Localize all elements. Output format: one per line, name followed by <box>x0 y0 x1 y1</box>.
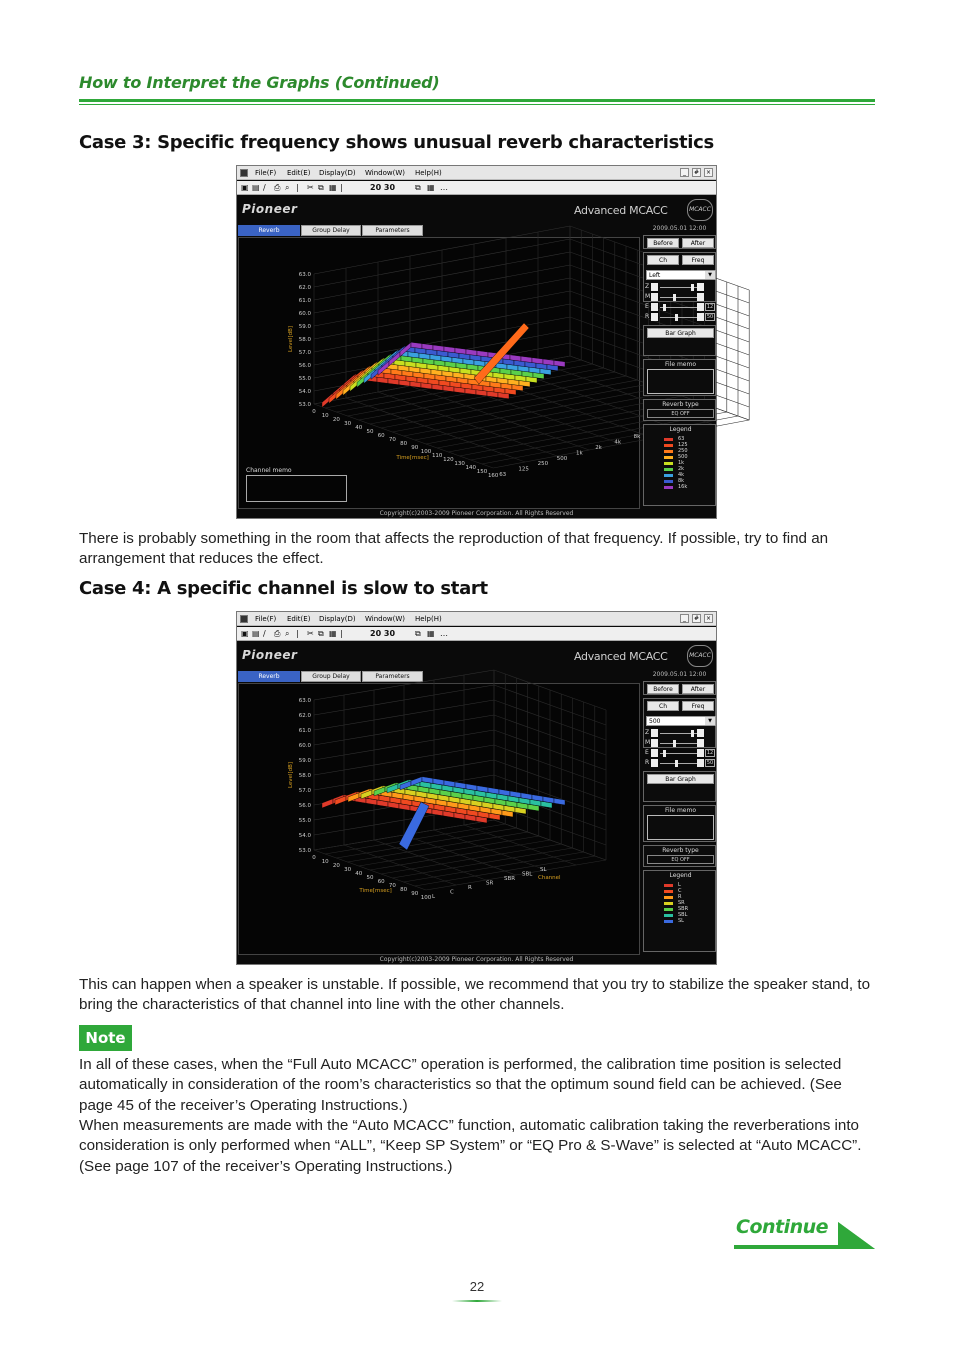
level-tick: 59.0 <box>298 758 311 764</box>
slider-thumb[interactable] <box>663 750 666 757</box>
time-tick: 30 <box>344 867 352 873</box>
channel-memo-field[interactable] <box>246 475 347 502</box>
time-tick: 0 <box>312 409 316 415</box>
plot-area <box>238 237 640 509</box>
maximize-icon[interactable]: # <box>693 169 700 176</box>
case4-heading: Case 4: A specific channel is slow to start <box>79 578 488 599</box>
legend-label: 16k <box>678 484 688 490</box>
chevron-down-icon: ▼ <box>705 717 715 725</box>
continue-marker <box>734 1214 875 1252</box>
toolbar-icon-9[interactable]: | <box>340 183 343 192</box>
brand-logo: Pioneer <box>242 202 298 216</box>
depth-tick: 250 <box>537 461 549 468</box>
level-tick: 56.0 <box>298 803 311 809</box>
time-tick: 130 <box>454 461 465 467</box>
toolbar-icon-7[interactable]: ⧉ <box>318 629 324 638</box>
slider-left-arrow-icon[interactable] <box>651 283 658 291</box>
toolbar-icon-window[interactable]: ⧉ <box>415 183 421 192</box>
before-button[interactable]: Before <box>647 684 679 694</box>
depth-tick: SBL <box>522 871 533 878</box>
slider-right-arrow-icon[interactable] <box>697 303 704 311</box>
grid-line <box>434 830 546 870</box>
slider-m[interactable] <box>645 739 715 748</box>
before-after-panel <box>643 681 716 695</box>
minimize-icon[interactable]: _ <box>680 614 689 623</box>
legend-label: SR <box>678 900 685 906</box>
slider-label: Z <box>645 729 650 736</box>
slider-track[interactable] <box>660 317 702 318</box>
note-paragraph-1: In all of these cases, when the “Full Auto MCACC” operation is performed, the calibration time position is selected automatically in consideration of the room’s characteristics so that the optimum sound field can be achieved. (See page 45 of the receiver’s Operating Instructions.) <box>79 1056 842 1114</box>
toolbar-icon-4[interactable]: ⌕ <box>285 183 290 192</box>
case3-body: There is probably something in the room that affects the reproduction of that frequency. If possible, try to find an arrangement that reduces the effect. <box>79 530 829 568</box>
time-tick: 110 <box>431 453 443 459</box>
slider-panel <box>643 281 716 323</box>
toolbar-icon-more[interactable]: … <box>440 183 448 192</box>
legend-panel <box>643 870 716 952</box>
time-tick: 50 <box>366 875 374 881</box>
menu-display[interactable]: Display(D) <box>319 169 356 177</box>
note-badge: Note <box>79 1025 132 1051</box>
toolbar-icon-9[interactable]: | <box>340 629 343 638</box>
depth-tick: 63 <box>499 472 507 478</box>
copyright: Copyright(c)2003-2009 Pioneer Corporation. All Rights Reserved <box>379 956 574 963</box>
legend-label: C <box>678 888 682 894</box>
legend-label: 125 <box>678 442 688 448</box>
slider-value: 12 <box>706 750 714 756</box>
brand-logo: Pioneer <box>242 648 298 662</box>
case4-body: This can happen when a speaker is unstable. If possible, we recommend that you try to stabilize the speaker stand, to bring the characteristics of that channel into line with the other channels. <box>79 976 871 1014</box>
tab-parameters[interactable]: Parameters <box>362 225 423 236</box>
level-axis-label: Level[dB] <box>288 761 294 789</box>
depth-tick: R <box>468 885 472 891</box>
legend-swatch <box>664 902 673 905</box>
menu-help[interactable]: Help(H) <box>415 169 442 177</box>
slider-left-arrow-icon[interactable] <box>651 293 658 301</box>
product-name: Advanced MCACC <box>574 204 668 217</box>
measurement-date: 2009.05.01 12:00 <box>652 671 707 678</box>
slider-e[interactable] <box>645 303 715 312</box>
time-tick: 30 <box>344 421 352 427</box>
legend-label: 250 <box>678 448 688 454</box>
legend-label: SBL <box>678 912 688 918</box>
grid-line <box>374 840 486 880</box>
slider-value: 12 <box>706 304 714 310</box>
tab-group-delay[interactable]: Group Delay <box>301 225 361 236</box>
toolbar-icon-7[interactable]: ⧉ <box>318 183 324 192</box>
slider-label: E <box>645 749 649 756</box>
app-icon <box>240 615 248 623</box>
time-tick: 50 <box>366 429 374 435</box>
toolbar-icon-8[interactable]: ▦ <box>329 629 337 638</box>
slider-value: 50 <box>706 314 714 320</box>
depth-tick: 4k <box>614 439 622 446</box>
reverb-3d-chart <box>239 238 639 508</box>
time-tick: 40 <box>355 425 363 431</box>
depth-tick: SR <box>486 880 494 887</box>
legend-panel <box>643 424 716 506</box>
depth-tick: SL <box>540 867 547 873</box>
slider-thumb[interactable] <box>675 314 678 321</box>
legend-label: 500 <box>678 454 688 460</box>
slider-track[interactable] <box>660 763 702 764</box>
menu-display[interactable]: Display(D) <box>319 615 356 623</box>
legend-swatch <box>664 462 673 465</box>
brand-bar <box>237 642 716 670</box>
chevron-down-icon: ▼ <box>705 271 715 279</box>
channel-select[interactable] <box>646 270 716 280</box>
slider-panel <box>643 727 716 769</box>
slider-label: E <box>645 303 649 310</box>
menu-edit[interactable]: Edit(E) <box>287 615 311 623</box>
ch-button[interactable]: Ch <box>647 701 679 711</box>
level-axis-label: Level[dB] <box>288 325 294 353</box>
time-axis-label: Time[msec] <box>359 888 392 894</box>
grid-line <box>404 835 516 875</box>
slider-e[interactable] <box>645 749 715 758</box>
slider-thumb[interactable] <box>691 730 694 737</box>
slider-left-arrow-icon[interactable] <box>651 729 658 737</box>
slider-left-arrow-icon[interactable] <box>651 303 658 311</box>
slider-track[interactable] <box>660 753 702 754</box>
time-tick: 20 <box>332 863 340 869</box>
toolbar-icon-4[interactable]: ⌕ <box>285 629 290 638</box>
before-button[interactable]: Before <box>647 238 679 248</box>
toolbar-icon-grid[interactable]: ▦ <box>427 183 435 192</box>
legend-label: 63 <box>678 436 685 442</box>
channel-memo-label: Channel memo <box>246 467 292 474</box>
file-memo-field[interactable] <box>647 815 714 840</box>
slider-label: R <box>645 313 650 320</box>
view-tabs <box>237 671 639 682</box>
page-number-rule <box>452 1300 502 1302</box>
slider-thumb[interactable] <box>673 740 676 747</box>
depth-tick: 125 <box>518 466 529 473</box>
depth-tick: 8k <box>633 434 641 441</box>
section-rule-thick <box>79 99 875 102</box>
time-tick: 40 <box>355 871 363 877</box>
toolbar-icon-grid[interactable]: ▦ <box>427 629 435 638</box>
time-tick: 120 <box>443 457 454 463</box>
legend-label: 4k <box>678 472 685 478</box>
level-tick: 58.0 <box>298 337 311 343</box>
level-tick: 63.0 <box>298 272 311 278</box>
toolbar-icon-1[interactable]: ▤ <box>252 183 260 192</box>
app-icon <box>240 169 248 177</box>
time-tick: 0 <box>312 855 316 861</box>
legend-swatch <box>664 480 673 483</box>
maximize-icon[interactable]: # <box>693 615 700 622</box>
time-tick: 100 <box>420 449 432 455</box>
level-tick: 54.0 <box>298 389 311 395</box>
level-tick: 53.0 <box>298 848 311 854</box>
legend-swatch <box>664 438 673 441</box>
toolbar-icon-0[interactable]: ▣ <box>241 183 249 192</box>
level-tick: 55.0 <box>298 818 311 824</box>
toolbar-icon-0[interactable]: ▣ <box>241 629 249 638</box>
legend-swatch <box>664 486 673 489</box>
legend-swatch <box>664 920 673 923</box>
slider-thumb[interactable] <box>675 760 678 767</box>
level-tick: 62.0 <box>298 285 311 291</box>
legend-label: SL <box>678 918 684 924</box>
channel-select-value: Left <box>649 272 661 279</box>
mcacc-badge: MCACC <box>687 645 713 667</box>
bar-graph-panel <box>643 771 716 802</box>
slider-value: 50 <box>706 760 714 766</box>
depth-tick: 1k <box>576 450 583 457</box>
legend-label: SBR <box>678 906 689 912</box>
time-tick: 60 <box>377 433 385 439</box>
reverb-type-value: EQ OFF <box>647 855 714 864</box>
toolbar-icon-6[interactable]: ✂ <box>307 183 314 192</box>
side-panel <box>643 670 716 954</box>
tab-reverb[interactable]: Reverb <box>238 671 300 682</box>
slider-thumb[interactable] <box>691 284 694 291</box>
slider-left-arrow-icon[interactable] <box>651 749 658 757</box>
time-tick: 70 <box>388 883 396 889</box>
slider-m[interactable] <box>645 293 715 302</box>
level-tick: 55.0 <box>298 376 311 382</box>
slider-label: Z <box>645 283 650 290</box>
toolbar-icon-8[interactable]: ▦ <box>329 183 337 192</box>
slider-right-arrow-icon[interactable] <box>697 749 704 757</box>
brand-bar <box>237 196 716 224</box>
slider-label: R <box>645 759 650 766</box>
file-memo-field[interactable] <box>647 369 714 394</box>
menu-bar <box>237 166 716 180</box>
legend-label: 2k <box>678 466 685 472</box>
bar-graph-button[interactable]: Bar Graph <box>647 328 714 338</box>
legend-title: Legend <box>669 872 692 879</box>
tab-parameters[interactable]: Parameters <box>362 671 423 682</box>
legend-swatch <box>664 896 673 899</box>
slider-track[interactable] <box>660 307 702 308</box>
freq-button[interactable]: Freq <box>682 255 714 265</box>
tab-group-delay[interactable]: Group Delay <box>301 671 361 682</box>
close-icon[interactable]: × <box>705 169 712 176</box>
page-number: 22 <box>469 1279 485 1294</box>
level-tick: 62.0 <box>298 713 311 719</box>
reverb-trace-segment <box>322 799 333 808</box>
legend-swatch <box>664 884 673 887</box>
level-tick: 56.0 <box>298 363 311 369</box>
time-axis-label: Time[msec] <box>396 455 429 462</box>
legend-swatch <box>664 468 673 471</box>
time-tick: 70 <box>388 437 396 443</box>
toolbar-icon-3[interactable]: ⎙ <box>274 629 281 638</box>
reverb-type-value: EQ OFF <box>647 409 714 418</box>
toolbar-icon-2[interactable]: ∕ <box>263 629 266 638</box>
legend-label: R <box>678 894 682 900</box>
toolbar-icon-2[interactable]: ∕ <box>263 183 266 192</box>
slider-label: M <box>645 739 651 746</box>
slider-r[interactable] <box>645 759 715 768</box>
time-tick: 140 <box>465 465 477 471</box>
time-tick: 80 <box>400 441 408 447</box>
menu-window[interactable]: Window(W) <box>365 169 405 177</box>
level-tick: 59.0 <box>298 324 311 330</box>
section-header <box>79 73 875 92</box>
legend-title: Legend <box>669 426 692 433</box>
slider-right-arrow-icon[interactable] <box>697 739 704 747</box>
toolbar-icon-6[interactable]: ✂ <box>307 629 314 638</box>
toolbar-icon-window[interactable]: ⧉ <box>415 629 421 638</box>
reverb-trace-segment <box>554 798 565 805</box>
toolbar-range[interactable]: 20 30 <box>370 183 396 192</box>
reverb-type-panel <box>643 845 716 867</box>
slider-left-arrow-icon[interactable] <box>651 759 658 767</box>
after-button[interactable]: After <box>682 238 714 248</box>
minimize-icon[interactable]: _ <box>680 168 689 177</box>
copyright: Copyright(c)2003-2009 Pioneer Corporation. All Rights Reserved <box>379 510 574 517</box>
file-memo-panel <box>643 805 716 842</box>
slider-z[interactable] <box>645 283 715 292</box>
case3-heading: Case 3: Specific frequency shows unusual reverb characteristics <box>79 132 714 153</box>
continue-label: Continue <box>736 1216 829 1238</box>
toolbar <box>237 627 716 641</box>
slider-thumb[interactable] <box>673 294 676 301</box>
screenshot-reverb-channel <box>236 611 717 965</box>
toolbar-icon-5[interactable]: | <box>296 183 299 192</box>
time-tick: 100 <box>420 895 432 901</box>
toolbar-range[interactable]: 20 30 <box>370 629 396 638</box>
side-panel <box>643 224 716 508</box>
time-tick: 10 <box>321 859 329 865</box>
time-tick: 150 <box>476 469 488 475</box>
section-title: How to Interpret the Graphs (Continued) <box>79 73 440 92</box>
toolbar-icon-more[interactable]: … <box>440 629 448 638</box>
toolbar <box>237 181 716 195</box>
level-tick: 58.0 <box>298 773 311 779</box>
legend-swatch <box>664 908 673 911</box>
file-memo-panel <box>643 359 716 396</box>
menu-file[interactable]: File(F) <box>255 169 277 177</box>
depth-tick: L <box>432 894 436 900</box>
section-rule-thin <box>79 104 875 105</box>
level-tick: 57.0 <box>298 350 311 356</box>
legend-swatch <box>664 450 673 453</box>
slider-right-arrow-icon[interactable] <box>697 293 704 301</box>
level-tick: 61.0 <box>298 298 311 304</box>
file-memo-label: File memo <box>665 361 696 368</box>
screenshot-reverb-frequency <box>236 165 717 519</box>
menu-edit[interactable]: Edit(E) <box>287 169 311 177</box>
reverb-3d-chart <box>239 684 639 954</box>
slider-r[interactable] <box>645 313 715 322</box>
depth-tick: SBR <box>504 876 516 882</box>
level-tick: 54.0 <box>298 833 311 839</box>
file-memo-label: File memo <box>665 807 696 814</box>
view-tabs <box>237 225 639 236</box>
reverb-type-label: Reverb type <box>662 847 699 854</box>
menu-window[interactable]: Window(W) <box>365 615 405 623</box>
reverb-type-panel <box>643 399 716 421</box>
menu-bar <box>237 612 716 626</box>
note-paragraph-2: When measurements are made with the “Auto MCACC” function, automatic calibration taking the reverberations into consideration is only performed when “ALL”, “Keep SP System” or “EQ Pro & S-Wave” is selected at “Auto MCACC”. (See page 107 of the receiver’s Operating Instructions.) <box>79 1117 862 1175</box>
slider-track[interactable] <box>660 297 702 298</box>
time-tick: 10 <box>321 413 329 419</box>
product-name: Advanced MCACC <box>574 650 668 663</box>
legend-swatch <box>664 444 673 447</box>
grid-line <box>344 845 456 885</box>
depth-tick: C <box>450 889 454 896</box>
slider-track[interactable] <box>660 287 702 288</box>
slider-thumb[interactable] <box>663 304 666 311</box>
depth-tick: 2k <box>595 445 602 451</box>
slider-right-arrow-icon[interactable] <box>697 759 704 767</box>
slider-z[interactable] <box>645 729 715 738</box>
level-tick: 60.0 <box>298 743 311 749</box>
menu-file[interactable]: File(F) <box>255 615 277 623</box>
toolbar-icon-5[interactable]: | <box>296 629 299 638</box>
time-tick: 80 <box>400 887 408 893</box>
depth-axis-label: Channel <box>538 875 561 881</box>
toolbar-icon-3[interactable]: ⎙ <box>274 183 281 192</box>
level-tick: 57.0 <box>298 788 311 794</box>
channel-select-value: 500 <box>649 718 661 725</box>
slider-right-arrow-icon[interactable] <box>697 729 704 737</box>
level-tick: 53.0 <box>298 402 311 408</box>
slider-right-arrow-icon[interactable] <box>697 313 704 321</box>
legend-label: L <box>678 882 681 888</box>
level-tick: 63.0 <box>298 698 311 704</box>
time-tick: 160 <box>487 473 499 479</box>
time-tick: 60 <box>377 879 385 885</box>
before-after-panel <box>643 235 716 249</box>
legend-label: 8k <box>678 478 685 484</box>
mcacc-badge: MCACC <box>687 199 713 221</box>
legend-swatch <box>664 914 673 917</box>
time-tick: 90 <box>411 891 419 897</box>
bar-graph-button[interactable]: Bar Graph <box>647 774 714 784</box>
slider-left-arrow-icon[interactable] <box>651 739 658 747</box>
plot-area <box>238 683 640 955</box>
time-tick: 20 <box>332 417 340 423</box>
slider-right-arrow-icon[interactable] <box>697 283 704 291</box>
after-button[interactable]: After <box>682 684 714 694</box>
channel-select[interactable] <box>646 716 716 726</box>
grid-line <box>314 850 426 890</box>
slider-track[interactable] <box>660 733 702 734</box>
menu-help[interactable]: Help(H) <box>415 615 442 623</box>
bar-graph-panel <box>643 325 716 356</box>
legend-swatch <box>664 474 673 477</box>
time-tick: 90 <box>411 445 419 451</box>
slider-left-arrow-icon[interactable] <box>651 313 658 321</box>
slider-label: M <box>645 293 651 300</box>
reverb-type-label: Reverb type <box>662 401 699 408</box>
close-icon[interactable]: × <box>705 615 712 622</box>
level-tick: 61.0 <box>298 728 311 734</box>
tab-reverb[interactable]: Reverb <box>238 225 300 236</box>
ch-button[interactable]: Ch <box>647 255 679 265</box>
freq-button[interactable]: Freq <box>682 701 714 711</box>
depth-tick: 500 <box>556 455 568 462</box>
legend-label: 1k <box>678 460 685 466</box>
slider-track[interactable] <box>660 743 702 744</box>
grid-line <box>464 825 576 865</box>
level-tick: 60.0 <box>298 311 311 317</box>
measurement-date: 2009.05.01 12:00 <box>652 225 707 232</box>
legend-swatch <box>664 456 673 459</box>
toolbar-icon-1[interactable]: ▤ <box>252 629 260 638</box>
legend-swatch <box>664 890 673 893</box>
